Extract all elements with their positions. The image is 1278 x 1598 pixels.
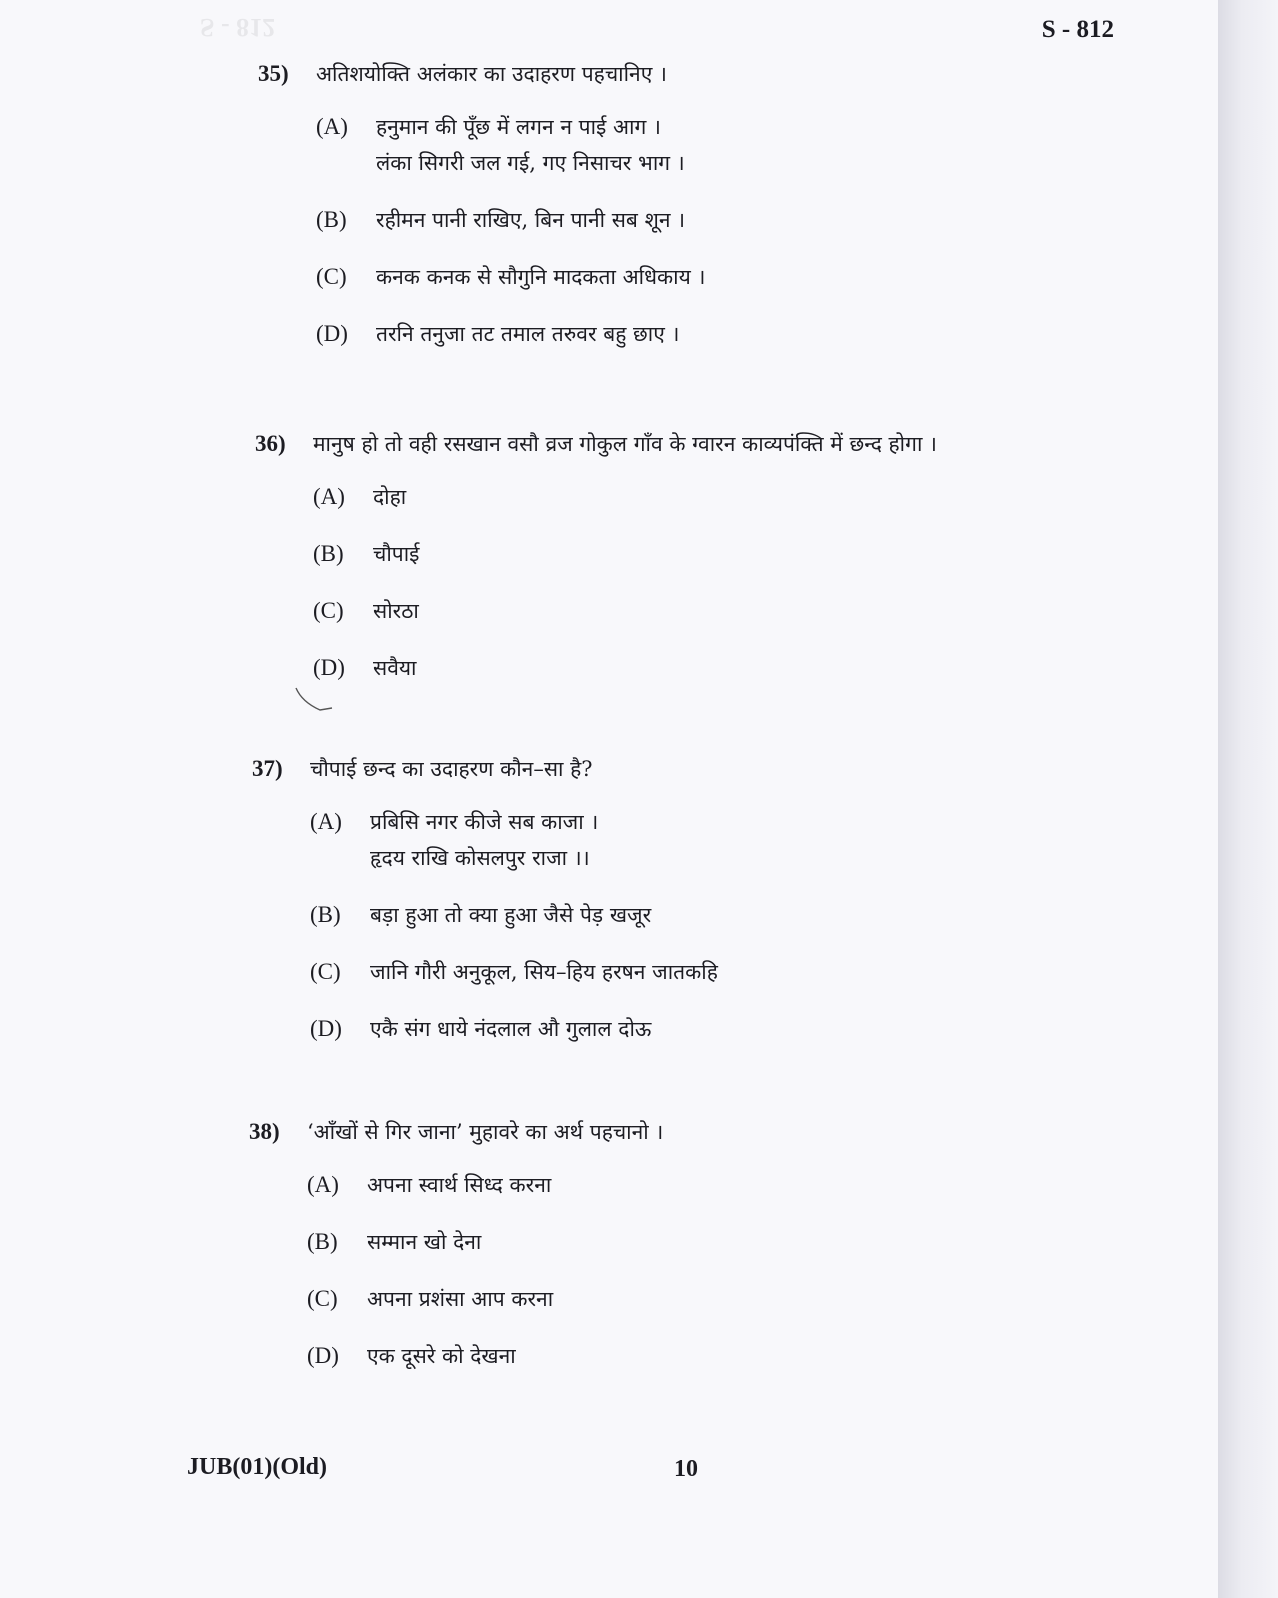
option-label: (B) bbox=[307, 1229, 338, 1254]
option-label: (A) bbox=[313, 484, 345, 509]
option-label: (D) bbox=[307, 1343, 339, 1368]
option-a bbox=[310, 804, 718, 876]
option-b bbox=[307, 1224, 663, 1260]
paper-series-code: S - 812 bbox=[1041, 16, 1114, 43]
option-label: (D) bbox=[310, 1016, 342, 1041]
option-b bbox=[310, 897, 718, 933]
option-text: सवैया bbox=[373, 656, 417, 680]
option-text: दोहा bbox=[373, 485, 407, 509]
option-text: तरनि तनुजा तट तमाल तरुवर बहु छाए । bbox=[376, 322, 680, 346]
option-text-line: प्रबिसि नगर कीजे सब काजा । bbox=[370, 810, 599, 834]
option-label: (A) bbox=[307, 1172, 339, 1197]
option-label: (A) bbox=[310, 809, 342, 834]
option-text-line: लंका सिगरी जल गई, गए निसाचर भाग । bbox=[376, 151, 685, 175]
option-b bbox=[313, 536, 937, 572]
question-number: 35) bbox=[258, 61, 289, 86]
option-text-line: हृदय राखि कोसलपुर राजा ।। bbox=[370, 846, 590, 870]
question-text: अतिशयोक्ति अलंकार का उदाहरण पहचानिए । bbox=[316, 62, 667, 86]
question-number: 38) bbox=[249, 1119, 280, 1144]
option-text: रहीमन पानी राखिए, बिन पानी सब शून । bbox=[376, 208, 686, 232]
option-label: (D) bbox=[316, 321, 348, 346]
question-number: 37) bbox=[252, 756, 283, 781]
option-c bbox=[316, 259, 705, 295]
option-b bbox=[316, 202, 705, 238]
option-text: अपना स्वार्थ सिध्द करना bbox=[367, 1173, 552, 1197]
option-label: (B) bbox=[313, 541, 344, 566]
question-text: चौपाई छन्द का उदाहरण कौन–सा है? bbox=[310, 757, 593, 781]
option-label: (B) bbox=[310, 902, 341, 927]
page-number: 10 bbox=[674, 1456, 698, 1482]
question-text: मानुष हो तो वही रसखान वसौ व्रज गोकुल गाँव के ग्वारन काव्यपंक्ति में छन्द होगा । bbox=[313, 432, 938, 456]
question-38 bbox=[249, 1118, 663, 1374]
pencil-mark-icon bbox=[292, 680, 352, 720]
footer-paper-code: JUB(01)(Old) bbox=[187, 1454, 327, 1480]
option-d bbox=[316, 316, 705, 352]
option-text: बड़ा हुआ तो क्या हुआ जैसे पेड़ खजूर bbox=[370, 903, 652, 927]
option-text: सम्मान खो देना bbox=[367, 1230, 482, 1254]
option-c bbox=[313, 593, 937, 629]
option-d bbox=[307, 1338, 663, 1374]
option-label: (C) bbox=[310, 959, 341, 984]
option-a bbox=[307, 1167, 663, 1203]
question-36 bbox=[255, 430, 937, 686]
option-label: (A) bbox=[316, 114, 348, 139]
option-text-line: हनुमान की पूँछ में लगन न पाई आग । bbox=[376, 115, 661, 139]
question-number: 36) bbox=[255, 431, 286, 456]
option-text: सोरठा bbox=[373, 599, 419, 623]
option-text: एक दूसरे को देखना bbox=[367, 1344, 516, 1368]
question-37 bbox=[252, 755, 718, 1047]
option-text: एकै संग धाये नंदलाल औ गुलाल दोऊ bbox=[370, 1017, 652, 1041]
option-d bbox=[310, 1011, 718, 1047]
option-c bbox=[307, 1281, 663, 1317]
bleed-through-text: S - 812 bbox=[200, 13, 276, 42]
question-35 bbox=[258, 60, 705, 352]
option-c bbox=[310, 954, 718, 990]
option-label: (C) bbox=[313, 598, 344, 623]
option-text: कनक कनक से सौगुनि मादकता अधिकाय । bbox=[376, 265, 706, 289]
option-label: (C) bbox=[307, 1286, 338, 1311]
option-label: (D) bbox=[313, 655, 345, 680]
option-label: (C) bbox=[316, 264, 347, 289]
question-text: ‘आँखों से गिर जाना’ मुहावरे का अर्थ पहचानो । bbox=[307, 1120, 664, 1144]
option-d bbox=[313, 650, 937, 686]
paper-edge bbox=[1218, 0, 1278, 1598]
option-text: अपना प्रशंसा आप करना bbox=[367, 1287, 554, 1311]
option-a bbox=[316, 109, 705, 181]
option-a bbox=[313, 479, 937, 515]
option-text: चौपाई bbox=[373, 542, 420, 566]
option-label: (B) bbox=[316, 207, 347, 232]
option-text: जानि गौरी अनुकूल, सिय–हिय हरषन जातकहि bbox=[370, 960, 718, 984]
